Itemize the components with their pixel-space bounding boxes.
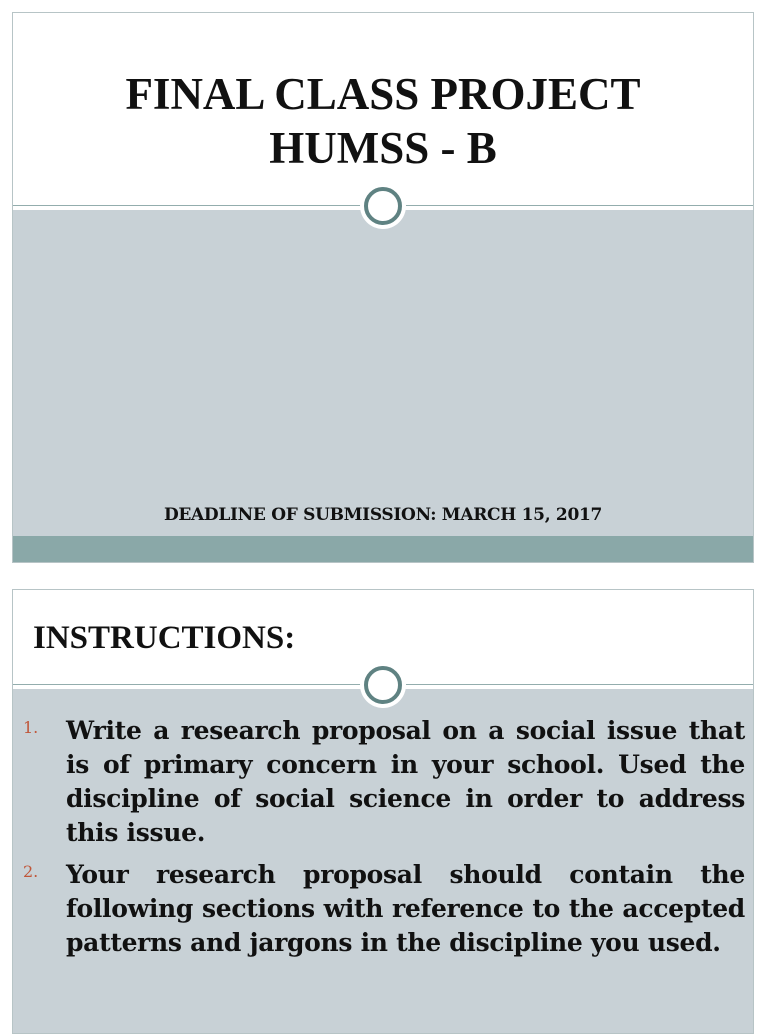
list-item-number: 1. <box>23 718 39 737</box>
list-item-text: Your research proposal should contain the following sections with reference to the accepted patterns and jargons in the discipline you used. <box>66 860 745 957</box>
list-item-number: 2. <box>23 862 39 881</box>
slide-title-line-1: FINAL CLASS PROJECT <box>125 69 641 119</box>
title-area <box>13 13 753 205</box>
slide-title: INSTRUCTIONS: <box>33 620 296 656</box>
circle-ornament-icon <box>364 666 402 704</box>
list-item <box>23 714 745 850</box>
instruction-list <box>23 714 745 968</box>
content-area <box>13 209 753 538</box>
instructions-slide <box>12 589 754 1034</box>
deadline-text: DEADLINE OF SUBMISSION: MARCH 15, 2017 <box>163 505 603 525</box>
list-item-text: Write a research proposal on a social issue that is of primary concern in your school. Used the discipline of social science in order to address this issue. <box>66 716 745 847</box>
slide-title-line-2: HUMSS - B <box>269 123 497 173</box>
circle-ornament-icon <box>364 187 402 225</box>
title-slide <box>12 12 754 563</box>
slide-title <box>13 67 753 175</box>
list-item <box>23 858 745 960</box>
footer-bar <box>13 536 753 562</box>
